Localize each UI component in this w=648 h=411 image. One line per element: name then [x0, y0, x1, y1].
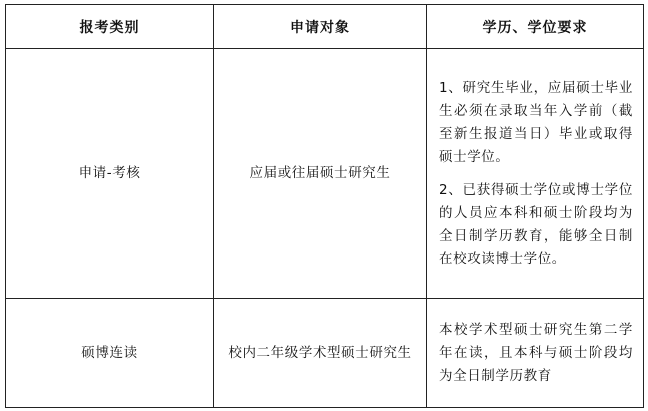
table-header-row — [6, 5, 644, 49]
cell-requirements — [427, 49, 644, 299]
header-requirements: 学历、学位要求 — [427, 5, 644, 49]
cell-applicants: 应届或往届硕士研究生 — [214, 49, 427, 299]
cell-category: 硕博连读 — [6, 299, 214, 408]
table-row — [6, 299, 644, 408]
requirement-paragraph: 2、已获得硕士学位或博士学位的人员应本科和硕士阶段均为全日制学历教育，能够全日制在校攻读博士学位。 — [439, 181, 633, 267]
cell-requirements — [427, 299, 644, 408]
header-category: 报考类别 — [6, 5, 214, 49]
cell-applicants: 校内二年级学术型硕士研究生 — [214, 299, 427, 408]
requirement-paragraph: 1、研究生毕业，应届硕士毕业生必须在录取当年入学前（截至新生报道当日）毕业或取得硕士学位。 — [439, 79, 633, 165]
table-row — [6, 49, 644, 299]
header-applicants: 申请对象 — [214, 5, 427, 49]
requirement-paragraph: 本校学术型硕士研究生第二学年在读，且本科与硕士阶段均为全日制学历教育 — [439, 321, 633, 384]
cell-category: 申请-考核 — [6, 49, 214, 299]
admission-requirements-table — [5, 4, 644, 408]
